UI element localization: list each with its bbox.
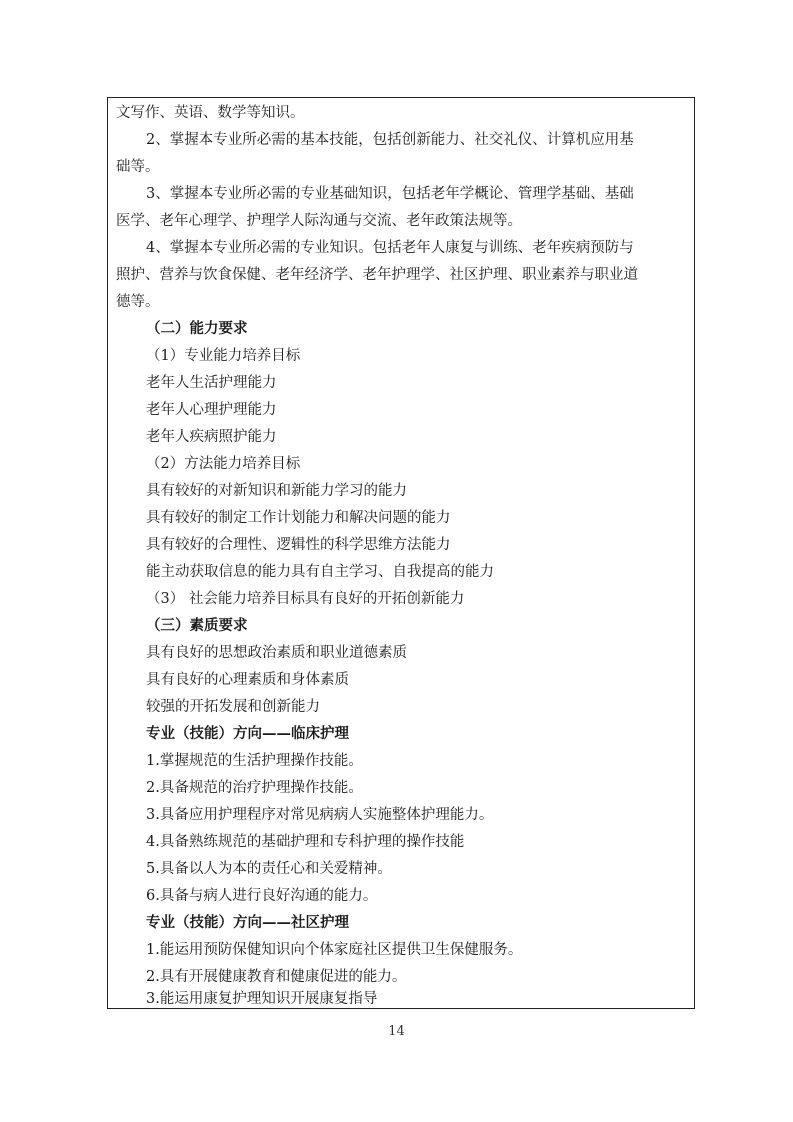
text-line: 具有较好的制定工作计划能力和解决问题的能力 [146, 510, 451, 526]
text-line: 具有较好的对新知识和新能力学习的能力 [146, 483, 407, 499]
text-line: 德等。 [116, 294, 160, 310]
list-item: 1.掌握规范的生活护理操作技能。 [146, 753, 363, 769]
subsection-heading: （2）方法能力培养目标 [146, 456, 301, 472]
text-line: 4、掌握本专业所必需的专业知识。包括老年人康复与训练、老年疾病预防与 [146, 240, 634, 256]
section-heading-community: 专业（技能）方向——社区护理 [146, 914, 349, 931]
list-item: 3.具备应用护理程序对常见病病人实施整体护理能力。 [146, 807, 494, 823]
list-item: 3.能运用康复护理知识开展康复指导 [146, 991, 378, 1007]
list-item: 6.具备与病人进行良好沟通的能力。 [146, 888, 378, 904]
subsection-heading: （1）专业能力培养目标 [146, 348, 301, 364]
text-line: 础等。 [116, 159, 160, 175]
text-line: 老年人心理护理能力 [146, 402, 277, 418]
section-heading-clinical: 专业（技能）方向——临床护理 [146, 725, 349, 742]
list-item: 2.具有开展健康教育和健康促进的能力。 [146, 969, 407, 985]
text-line: 较强的开拓发展和创新能力 [146, 699, 320, 715]
text-line: 具有良好的思想政治素质和职业道德素质 [146, 645, 407, 661]
list-item: 2.具备规范的治疗护理操作技能。 [146, 780, 363, 796]
text-line: 照护、营养与饮食保健、老年经济学、老年护理学、社区护理、职业素养与职业道 [116, 267, 638, 283]
text-line: 老年人生活护理能力 [146, 375, 277, 391]
text-line: （3） 社会能力培养目标具有良好的开拓创新能力 [146, 591, 465, 607]
section-heading-ability: （二）能力要求 [146, 320, 248, 337]
page-number: 14 [388, 1024, 405, 1039]
list-item: 1.能运用预防保健知识向个体家庭社区提供卫生保健服务。 [146, 942, 523, 958]
text-line: 能主动获取信息的能力具有自主学习、自我提高的能力 [146, 564, 494, 580]
text-line: 3、掌握本专业所必需的专业基础知识，包括老年学概论、管理学基础、基础 [146, 186, 634, 202]
list-item: 5.具备以人为本的责任心和关爱精神。 [146, 861, 392, 877]
text-line: 老年人疾病照护能力 [146, 429, 277, 445]
text-line: 医学、老年心理学、护理学人际沟通与交流、老年政策法规等。 [116, 213, 522, 229]
text-line: 具有良好的心理素质和身体素质 [146, 672, 349, 688]
section-heading-quality: （三）素质要求 [146, 617, 248, 634]
text-line: 文写作、英语、数学等知识。 [116, 105, 305, 121]
text-line: 具有较好的合理性、逻辑性的科学思维方法能力 [146, 537, 451, 553]
content-table-cell [107, 97, 695, 1009]
text-line: 2、掌握本专业所必需的基本技能，包括创新能力、社交礼仪、计算机应用基 [146, 132, 634, 148]
list-item: 4.具备熟练规范的基础护理和专科护理的操作技能 [146, 834, 465, 850]
